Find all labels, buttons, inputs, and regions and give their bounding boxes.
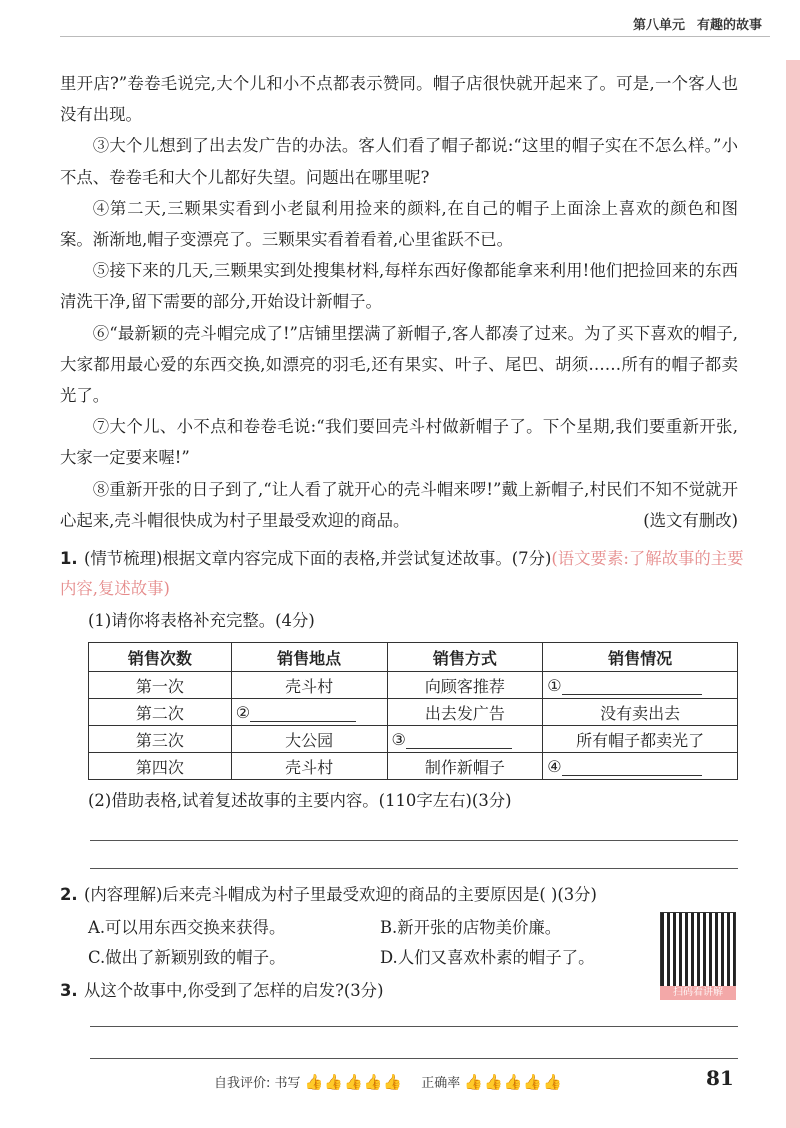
table-header: 销售次数	[89, 643, 232, 672]
table-cell: 所有帽子都卖光了	[543, 726, 738, 753]
question-2	[60, 880, 750, 910]
side-decoration-bar	[786, 60, 800, 1128]
answer-blank-4[interactable]	[543, 753, 738, 780]
answer-line[interactable]	[90, 868, 738, 869]
answer-line[interactable]	[90, 840, 738, 841]
paragraph-3: ③大个儿想到了出去发广告的办法。客人们看了帽子都说:“这里的帽子实在不怎么样。”小不点、卷卷毛和大个儿都好失望。问题出在哪里呢?	[60, 136, 738, 187]
source-note: (选文有删改)	[643, 510, 738, 530]
table-cell: 向顾客推荐	[387, 672, 543, 699]
qr-code-label: 扫码看讲解	[660, 986, 736, 1000]
paragraph-8-text: ⑧重新开张的日子到了,“让人看了就开心的壳斗帽来啰!”戴上新帽子,村民们不知不觉就开心起来,壳斗帽很快成为村子里最受欢迎的商品。	[60, 479, 738, 530]
paragraph-5: ⑤接下来的几天,三颗果实到处搜集材料,每样东西好像都能拿来利用!他们把捡回来的东西清洗干净,留下需要的部分,开始设计新帽子。	[60, 261, 738, 312]
option-c[interactable]: C.做出了新颖别致的帽子。	[88, 948, 286, 967]
paragraph-7: ⑦大个儿、小不点和卷卷毛说:“我们要回壳斗村做新帽子了。下个星期,我们要重新开张,大家一定要来喔!”	[60, 417, 738, 468]
table-cell: 第三次	[89, 726, 232, 753]
blank-marker: ①	[547, 675, 562, 695]
table-cell: 没有卖出去	[543, 699, 738, 726]
thumbs-up-icon[interactable]: 👍👍👍👍👍	[464, 1073, 563, 1091]
question-1-text: (情节梳理)根据文章内容完成下面的表格,并尝试复述故事。(7分)	[84, 549, 552, 568]
answer-line[interactable]	[90, 1058, 738, 1059]
writing-label: 书写	[274, 1076, 301, 1091]
sales-table	[88, 642, 738, 780]
paragraph-continued: 里开店?”卷卷毛说完,大个儿和小不点都表示赞同。帽子店很快就开起来了。可是,一个客人也没有出现。	[60, 74, 738, 125]
paragraph-4: ④第二天,三颗果实看到小老鼠利用捡来的颜料,在自己的帽子上面涂上喜欢的颜色和图案。渐渐地,帽子变漂亮了。三颗果实看着看着,心里雀跃不已。	[60, 198, 738, 250]
table-cell: 大公园	[231, 726, 387, 753]
option-d[interactable]: D.人们又喜欢朴素的帽子了。	[380, 948, 595, 967]
question-3-text: 从这个故事中,你受到了怎样的启发?(3分)	[84, 981, 384, 1000]
answer-blank-3[interactable]	[387, 726, 543, 753]
page-number: 81	[706, 1066, 734, 1090]
table-header: 销售情况	[543, 643, 738, 672]
story-passage	[60, 68, 738, 536]
accuracy-label: 正确率	[421, 1076, 461, 1091]
blank-line	[562, 676, 702, 695]
table-header: 销售地点	[231, 643, 387, 672]
question-1-tag: (语文要素:了解故事的主要内容,复述故事)	[60, 549, 744, 598]
blank-line	[406, 730, 512, 749]
answer-line[interactable]	[90, 1026, 738, 1027]
table-cell: 第一次	[89, 672, 232, 699]
question-1-sub1: (1)请你将表格补充完整。(4分)	[88, 611, 315, 630]
paragraph-8	[60, 474, 738, 536]
table-row	[89, 672, 738, 699]
answer-blank-1[interactable]	[543, 672, 738, 699]
question-3	[60, 976, 750, 1006]
question-1-sub2: (2)借助表格,试着复述故事的主要内容。(110字左右)(3分)	[88, 791, 512, 810]
table-cell: 第二次	[89, 699, 232, 726]
blank-marker: ④	[547, 756, 562, 776]
self-evaluation	[214, 1072, 577, 1091]
option-b[interactable]: B.新开张的店物美价廉。	[380, 918, 562, 937]
table-header-row	[89, 643, 738, 672]
header-divider	[60, 36, 770, 37]
question-1-number: 1.	[60, 549, 78, 568]
table-cell: 第四次	[89, 753, 232, 780]
paragraph-6: ⑥“最新颖的壳斗帽完成了!”店铺里摆满了新帽子,客人都凑了过来。为了买下喜欢的帽子,大家都用最心爱的东西交换,如漂亮的羽毛,还有果实、叶子、尾巴、胡须……所有的帽子都卖光了。	[60, 323, 738, 406]
table-row	[89, 699, 738, 726]
question-3-number: 3.	[60, 981, 78, 1000]
thumbs-up-icon[interactable]: 👍👍👍👍👍	[304, 1073, 404, 1091]
question-2-text: (内容理解)后来壳斗帽成为村子里最受欢迎的商品的主要原因是( )(3分)	[84, 885, 597, 904]
page-header	[621, 14, 762, 33]
question-1	[60, 544, 750, 604]
table-header: 销售方式	[387, 643, 543, 672]
blank-line	[250, 703, 356, 722]
option-a[interactable]: A.可以用东西交换来获得。	[88, 918, 286, 937]
table-row	[89, 753, 738, 780]
table-cell: 壳斗村	[231, 753, 387, 780]
table-cell: 出去发广告	[387, 699, 543, 726]
blank-marker: ②	[235, 702, 251, 722]
table-row	[89, 726, 738, 753]
answer-blank-2[interactable]	[231, 699, 387, 726]
blank-line	[562, 757, 702, 776]
table-cell: 壳斗村	[231, 672, 387, 699]
table-cell: 制作新帽子	[387, 753, 543, 780]
blank-marker: ③	[391, 729, 406, 749]
question-2-number: 2.	[60, 885, 78, 904]
unit-title: 有趣的故事	[696, 18, 762, 33]
unit-label: 第八单元	[632, 18, 685, 33]
self-eval-label: 自我评价:	[214, 1076, 271, 1091]
